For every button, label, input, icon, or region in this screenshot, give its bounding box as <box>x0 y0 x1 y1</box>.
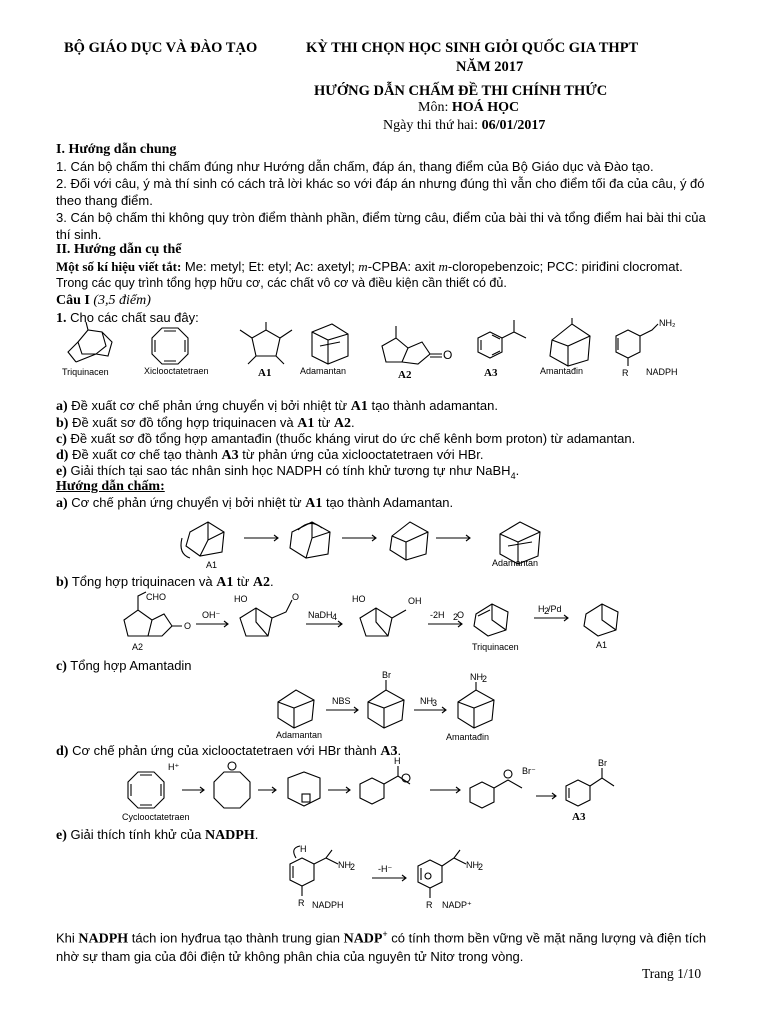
final-text2: tách ion hyđrua tạo thành trung gian <box>128 930 344 946</box>
scheme-a-label-a1: A1 <box>206 560 218 570</box>
ab-label: b) <box>56 575 69 590</box>
qe-sub: 4 <box>510 470 516 481</box>
label-r-e2: R <box>426 900 433 910</box>
label-nadph-e: NADPH <box>312 900 344 910</box>
label-nh3-sub: 3 <box>432 698 438 708</box>
final-sup: + <box>382 929 388 939</box>
label-nadp-e: NADP⁺ <box>442 900 472 910</box>
scheme-a-label-adamantan: Adamantan <box>492 558 539 568</box>
label-minus-2h-sub: 2 <box>453 612 459 622</box>
qd-label: d) <box>56 448 69 463</box>
question-title-line <box>56 292 720 309</box>
scheme-d-figure <box>120 758 620 824</box>
triquinacen-structure <box>68 322 112 362</box>
qd-bold: A3 <box>221 448 239 463</box>
label-ho-1: HO <box>234 594 248 604</box>
abbr-text: Me: metyl; Et: etyl; Ac: axetyl; <box>181 259 359 274</box>
general-item-2: 2. Đối với câu, ý mà thí sinh có cách trả lời khác so với đáp án nhưng đúng thì vẫn cho điểm tối đa của câu, ý đó theo thang điểm. <box>56 176 705 208</box>
label-h-d: H <box>394 756 401 766</box>
conclusion <box>56 926 716 966</box>
label-r: R <box>622 368 629 378</box>
scheme-e-figure <box>276 842 526 924</box>
exam-title: KỲ THI CHỌN HỌC SINH GIỎI QUỐC GIA THPT <box>306 40 639 56</box>
label-a3-d: A3 <box>572 811 586 823</box>
label-r-e1: R <box>298 898 305 908</box>
exam-date: 06/01/2017 <box>481 118 546 133</box>
ab-text3: . <box>270 574 274 589</box>
section2-title: II. Hướng dẫn cụ thể <box>56 242 182 257</box>
intro-text: Cho các chất sau đây: <box>66 310 199 325</box>
answer-b <box>56 573 720 591</box>
label-br-minus: Br⁻ <box>522 766 536 776</box>
label-a3: A3 <box>484 367 498 379</box>
label-nh2-c: NH <box>470 672 483 682</box>
ac-label: c) <box>56 659 67 674</box>
qb-text1: Đề xuất sơ đồ tổng hợp triquinacen và <box>68 415 298 430</box>
ac-text: Tổng hợp Amantadin <box>66 658 192 673</box>
general-item-1: 1. Cán bộ chấm thi chấm đúng như Hướng dẫn chấm, đáp án, thang điểm của Bộ Giáo dục và Đào tạo. <box>56 159 654 174</box>
ab-text1: Tổng hợp triquinacen và <box>68 574 217 589</box>
qe-text: Giải thích tại sao tác nhân sinh học NADPH có tính khử tương tự như NaBH <box>66 463 511 478</box>
label-nh2-e2: NH <box>466 860 479 870</box>
label-nh2-c-sub: 2 <box>482 674 488 684</box>
label-nadph: NADPH <box>646 367 678 377</box>
date-line <box>383 118 545 134</box>
qa-label: a) <box>56 399 68 414</box>
a1-structure <box>240 322 292 364</box>
label-a1: A1 <box>258 367 272 379</box>
qb-text3: . <box>351 415 355 430</box>
a3-structure <box>478 320 526 358</box>
label-cho: CHO <box>146 592 166 602</box>
label-amantadin-c: Amantađin <box>446 732 490 742</box>
nadph-nh2: NH₂ <box>659 318 676 328</box>
label-adamantan-c: Adamantan <box>276 730 323 740</box>
scheme-a-figure <box>170 514 610 572</box>
ad-label: d) <box>56 744 69 759</box>
subject-label: Môn: <box>418 100 452 115</box>
ad-text1: Cơ chế phản ứng của xiclooctatetraen với HBr thành <box>68 743 381 758</box>
scheme-c-figure <box>272 670 512 744</box>
label-ho-2: HO <box>352 594 366 604</box>
label-h2: H <box>538 604 545 614</box>
abbr-m: m <box>358 259 368 274</box>
qe-end: . <box>515 463 520 478</box>
label-br: Br <box>382 670 391 680</box>
answer-title: Hướng dẫn chấm: <box>56 479 165 494</box>
qb-label: b) <box>56 416 69 431</box>
aa-text1: Cơ chế phản ứng chuyển vị bởi nhiệt từ <box>67 495 306 510</box>
qa-bold: A1 <box>350 399 368 414</box>
label-triquinacen: Triquinacen <box>62 367 109 377</box>
label-nh2-e1-sub: 2 <box>350 862 356 872</box>
final-text3: có tính thơm bền vững về mặt năng lượng và điện tích nhờ sự tham gia của đôi điện tử không phân chia của nguyên tử Nitơ trong vòng. <box>56 930 707 964</box>
general-item-3: 3. Cán bộ chấm thi không quy tròn điểm thành phần, điểm từng câu, điểm của bài thi và tổng điểm hai bài thi của thí sinh. <box>56 210 706 242</box>
ad-bold: A3 <box>380 744 398 759</box>
final-bold2: NADP <box>343 931 383 947</box>
ae-text1: Giải thích tính khử của <box>66 827 205 842</box>
label-minus-2h: -2H <box>430 610 445 620</box>
label-h-plus: H⁺ <box>168 762 180 772</box>
qd-text1: Đề xuất cơ chế tạo thành <box>68 447 222 462</box>
qa-text2: tạo thành adamantan. <box>367 398 498 413</box>
final-bold: NADPH <box>78 931 129 947</box>
question-points: (3,5 điểm) <box>89 293 151 308</box>
label-o-1: O <box>184 621 192 631</box>
ab-text2: từ <box>233 574 253 589</box>
a2-structure <box>382 326 442 364</box>
abbr-label: Một số kí hiệu viết tắt: <box>56 259 182 274</box>
ae-label: e) <box>56 828 67 843</box>
aa-bold: A1 <box>305 496 323 511</box>
qb-bold2: A2 <box>333 416 352 431</box>
abbr-text3: -cloropebenzoic; PCC: piriđini clocromat. <box>447 259 683 274</box>
abbr-text2: -CPBA: axit <box>367 259 439 274</box>
cyclooctatetraen-structure <box>152 328 188 364</box>
answer-a <box>56 494 720 512</box>
label-triquinacen-b: Triquinacen <box>472 642 519 652</box>
subject: HOÁ HỌC <box>451 100 520 115</box>
label-h-e: H <box>300 844 307 854</box>
qe-label: e) <box>56 464 67 479</box>
label-adamantan: Adamantan <box>300 366 347 376</box>
guide-title: HƯỚNG DẪN CHẤM ĐỀ THI CHÍNH THỨC <box>314 83 608 99</box>
ab-bold2: A2 <box>252 575 271 590</box>
amantadin-structure <box>550 318 590 366</box>
page-number: Trang 1/10 <box>642 966 702 981</box>
label-nh3: NH <box>420 696 433 706</box>
label-amantadin: Amantađin <box>540 366 584 376</box>
ab-bold1: A1 <box>216 575 234 590</box>
label-nh2-e2-sub: 2 <box>478 862 484 872</box>
ae-bold: NADPH <box>204 828 255 843</box>
subject-line <box>418 100 519 116</box>
label-o-water: O <box>457 610 465 620</box>
label-nh2-e1: NH <box>338 860 351 870</box>
question-title: Câu I <box>56 293 90 308</box>
abbr-m2: m <box>438 259 448 274</box>
qb-text2: từ <box>314 415 334 430</box>
compounds-figure <box>56 318 720 388</box>
label-nbs: NBS <box>332 696 351 706</box>
label-oh-2: OH <box>408 596 422 606</box>
label-cyclooctatetraen: Xiclooctatetraen <box>144 366 209 376</box>
question-a <box>56 397 720 415</box>
qc-text: Đề xuất sơ đồ tổng hợp amantađin (thuốc kháng virut do ức chế kênh bơm proton) từ adamantan. <box>66 431 636 446</box>
aa-text2: tạo thành Adamantan. <box>322 495 454 510</box>
scheme-b-figure <box>110 590 670 656</box>
exam-year: NĂM 2017 <box>456 59 524 75</box>
final-text1: Khi <box>56 930 79 946</box>
date-label: Ngày thi thứ hai: <box>383 118 482 133</box>
ae-text2: . <box>254 827 259 842</box>
adamantan-structure <box>312 324 348 364</box>
ministry-name: BỘ GIÁO DỤC VÀ ĐÀO TẠO <box>64 40 258 56</box>
label-nadh: NaDH <box>308 610 333 620</box>
label-pd: /Pd <box>548 604 562 614</box>
label-a1-b: A1 <box>596 640 608 650</box>
label-a2: A2 <box>398 369 412 381</box>
label-o-2: O <box>292 592 300 602</box>
label-cyclooctatetraen-d: Cyclooctatetraen <box>122 812 190 822</box>
label-a2-b: A2 <box>132 642 144 652</box>
label-br-d: Br <box>598 758 607 768</box>
label-h2-sub: 2 <box>544 606 550 616</box>
intro-num: 1. <box>56 311 67 326</box>
qc-label: c) <box>56 432 67 447</box>
qd-text2: từ phản ứng của xiclooctatetraen với HBr. <box>238 447 484 462</box>
label-nadh-sub: 4 <box>332 612 338 622</box>
qb-bold1: A1 <box>297 416 315 431</box>
synthesis-note: Trong các quy trình tổng hợp hữu cơ, các chất vô cơ và điều kiện cần thiết có đủ. <box>56 276 507 290</box>
nadph-structure <box>616 324 658 366</box>
section1-title: I. Hướng dẫn chung <box>56 142 177 157</box>
label-oh-minus: OH⁻ <box>202 610 221 620</box>
ad-text2: . <box>397 743 402 758</box>
qa-text1: Đề xuất cơ chế phản ứng chuyển vị bởi nhiệt từ <box>67 398 351 413</box>
a2-oxygen: O <box>443 348 453 362</box>
label-minus-h: -H⁻ <box>378 864 393 874</box>
aa-label: a) <box>56 496 68 511</box>
abbreviations <box>56 258 720 275</box>
